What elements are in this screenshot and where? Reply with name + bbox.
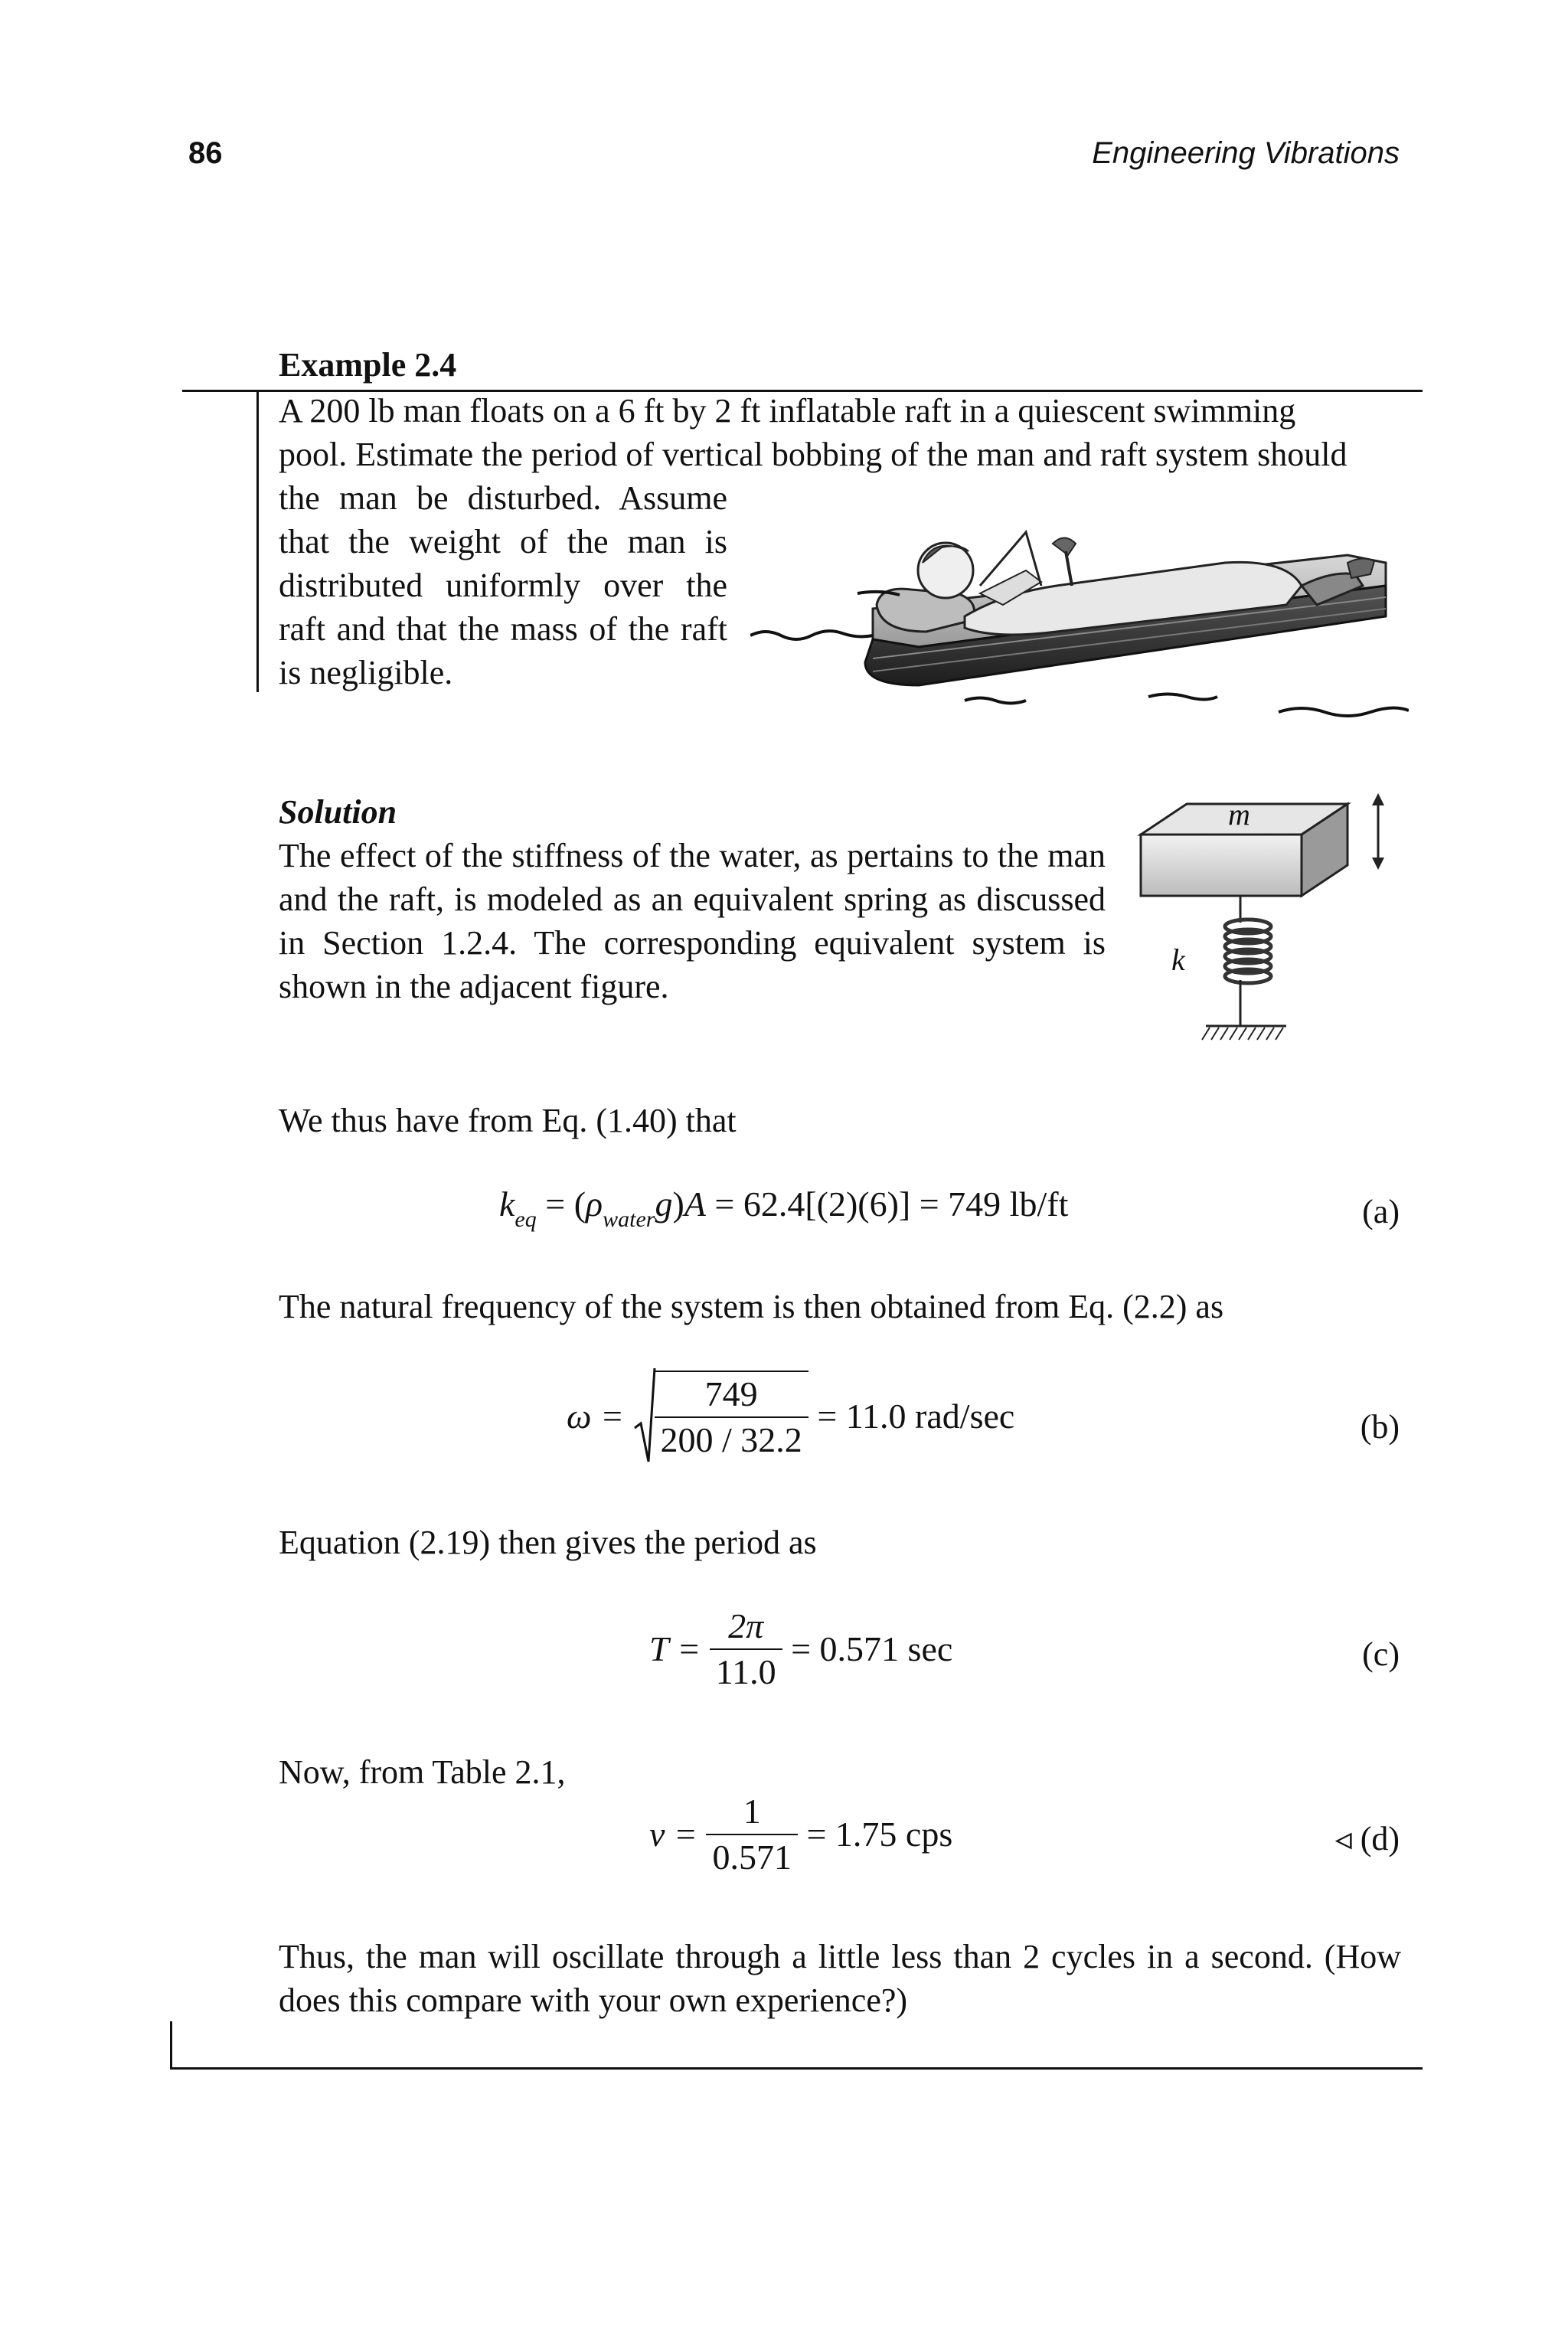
equation-a-label: (a) <box>1362 1193 1400 1230</box>
example-bottom-left-rule <box>170 2021 172 2069</box>
equation-a: $k_{eq} = (\rho_{water}g)A = 62.4[(2)(6)] = 749$ lb/ft <box>499 1184 1069 1232</box>
running-title: Engineering Vibrations <box>1092 136 1400 170</box>
page-number: 86 <box>188 136 223 170</box>
example-left-rule <box>256 392 259 692</box>
equation-b: ω = $\frac{749}{200 / 32.2}$ = 11.0 rad/sec <box>567 1367 1014 1466</box>
paragraph-conclusion: Thus, the man will oscillate through a little less than 2 cycles in a second. (How does this compare with your own experience?) <box>279 1938 1401 2019</box>
problem-line-2: pool. Estimate the period of vertical bobbing of the man and raft system should <box>279 436 1348 473</box>
ground-hatch <box>1202 1028 1283 1040</box>
equation-b-label: (b) <box>1360 1408 1400 1446</box>
water-ripple <box>1148 694 1217 700</box>
figure-spring-label: k <box>1171 943 1185 977</box>
water-ripple <box>1279 707 1409 716</box>
spring-mass-figure <box>1125 789 1416 1064</box>
mass-block-front <box>1141 835 1302 896</box>
spring-coil <box>1225 920 1271 983</box>
sqrt-sign <box>633 1367 656 1466</box>
problem-line-1: A 200 lb man floats on a 6 ft by 2 ft inflatable raft in a quiescent swimming <box>279 392 1296 430</box>
figure-mass-label: m <box>1228 797 1250 831</box>
example-bottom-rule <box>170 2067 1423 2070</box>
drink-glass <box>1053 538 1076 556</box>
equation-c: T = $\frac{2\pi}{11.0}$ = 0.571 sec <box>649 1604 952 1694</box>
solution-heading: Solution <box>279 793 397 831</box>
equation-c-label: (c) <box>1362 1635 1400 1673</box>
solution-text: The effect of the stiffness of the water, as pertains to the man and the raft, is modeled as an equivalent spring as discussed in Section 1.2.4. The corresponding equivalent system is shown in the adjacent figure. <box>279 837 1106 1005</box>
water-ripple <box>858 592 900 595</box>
paragraph-table-21: Now, from Table 2.1, <box>279 1753 566 1791</box>
raft-illustration <box>750 471 1409 731</box>
paragraph-eq-140: We thus have from Eq. (1.40) that <box>279 1102 737 1139</box>
example-title: Example 2.4 <box>279 346 457 384</box>
arrow-down-icon <box>1372 858 1384 870</box>
paragraph-eq-219: Equation (2.19) then gives the period as <box>279 1524 817 1561</box>
equation-d: ν = $\frac{1}{0.571}$ = 1.75 cps <box>649 1789 952 1880</box>
problem-text-narrow: the man be disturbed. Assume that the weight of the man is distributed uniformly over the raft and that the mass of the raft is negligible. <box>279 479 727 691</box>
water-ripple <box>750 631 873 639</box>
man-head <box>918 543 973 598</box>
equation-d-label: ◃ (d) <box>1334 1820 1400 1857</box>
water-ripple <box>965 698 1026 704</box>
arrow-up-icon <box>1372 793 1384 805</box>
paragraph-eq-22: The natural frequency of the system is then obtained from Eq. (2.2) as <box>279 1288 1224 1325</box>
